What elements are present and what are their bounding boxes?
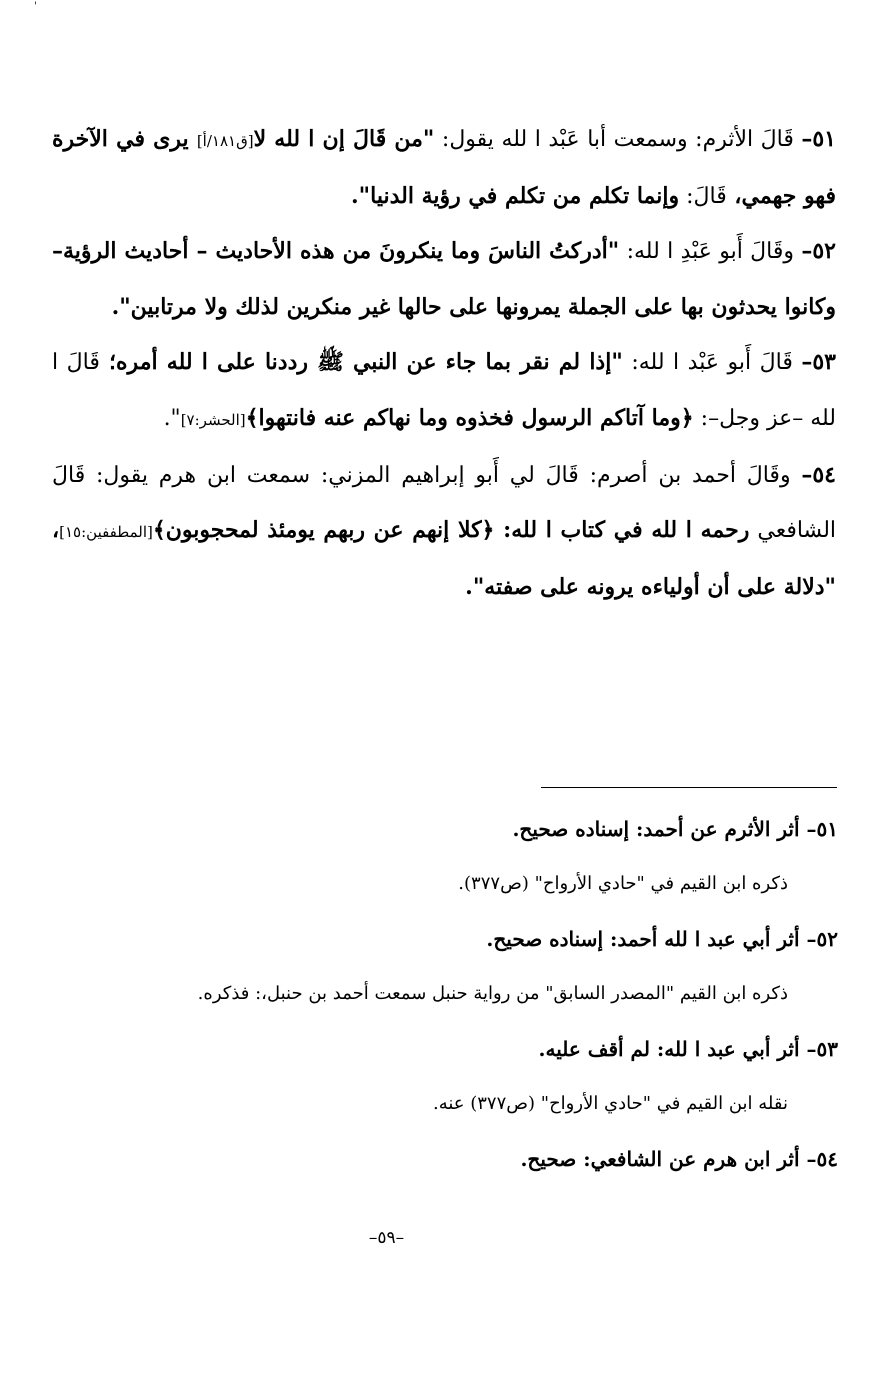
paragraph-4	[52, 448, 836, 616]
paragraph-number: ٥٢–	[801, 238, 836, 265]
paragraph-2	[52, 224, 836, 335]
footnote-heading: ٥٢– أثر أبي عبد ا لله أحمد: إسناده صحيح.	[486, 927, 838, 951]
text-run: يرى في الآخرة فهو جهمي،	[52, 126, 836, 209]
footnote-heading: ٥٣– أثر أبي عبد ا لله: لم أقف عليه.	[538, 1037, 838, 1061]
footnote-body: نقله ابن القيم في "حادي الأرواح" (ص٣٧٧) عنه.	[432, 1093, 788, 1114]
paragraph-number: ٥١–	[801, 126, 836, 152]
footnote-body: ذكره ابن القيم "المصدر السابق" من رواية حنبل سمعت أحمد بن حنبل،: فذكره.	[197, 983, 788, 1004]
text-run: "إذا لم نقر بما جاء عن النبي ﷺ رددنا على ا لله أمره؛	[99, 349, 623, 376]
paragraph-3	[52, 335, 836, 447]
text-run: وقَالَ أحمد بن أصرم: قَالَ لي أَبو إبراهيم المزني: سمعت ابن هرم يقول: قَالَ الشافعي	[52, 462, 837, 544]
main-text	[52, 112, 836, 615]
text-run: قَالَ الأثرم: وسمعت أبا عَبْد ا لله يقول:	[434, 127, 802, 152]
paragraph-1	[52, 112, 836, 224]
footnote-divider	[541, 787, 837, 788]
text-run: وإنما تكلم من تكلم في رؤية الدنيا".	[351, 182, 680, 209]
text-run: ".	[163, 405, 181, 431]
text-run: ﴿وما آتاكم الرسول فخذوه وما نهاكم عنه فانتهوا﴾	[245, 404, 694, 431]
footnote-body: ذكره ابن القيم في "حادي الأرواح" (ص٣٧٧).	[458, 873, 788, 894]
citation: [الحشر:٧]	[180, 410, 246, 429]
footnotes	[100, 800, 838, 1188]
paragraph-number: ٥٣–	[801, 349, 836, 376]
footnote-heading: ٥٤– أثر ابن هرم عن الشافعي: صحيح.	[520, 1147, 838, 1171]
citation: [المطففين:١٥]	[59, 523, 153, 542]
citation: [ق١٨١/أ]	[196, 132, 254, 150]
text-run: قَالَ:	[679, 183, 727, 209]
text-run: "من قَالَ إن ا لله لا	[253, 126, 435, 152]
text-run: وقَالَ أَبو عَبْدِ ا لله:	[619, 239, 802, 265]
text-run: رحمه ا لله في كتاب ا لله: ﴿كلا إنهم عن ربهم يومئذ لمحجوبون﴾	[152, 517, 750, 544]
corner-mark: '	[34, 1, 37, 12]
footnote-heading: ٥١– أثر الأثرم عن أحمد: إسناده صحيح.	[512, 817, 838, 841]
text-run: قَالَ أَبو عَبْد ا لله:	[622, 350, 802, 376]
text-run: قَالَ ا لله –عز وجل–:	[52, 350, 836, 431]
text-run: ، "دلالة على أن أولياءه يرونه على صفته".	[52, 517, 836, 600]
page-number: –٥٩–	[368, 1228, 405, 1248]
text-run: "أدركتُ الناسَ وما ينكرونَ من هذه الأحاديث – أحاديث الرؤية– وكانوا يحدثون بها على الجملة يمرونها على حالها غير منكرين لذلك ولا مرتابين".	[52, 238, 836, 320]
paragraph-number: ٥٤–	[801, 461, 836, 488]
